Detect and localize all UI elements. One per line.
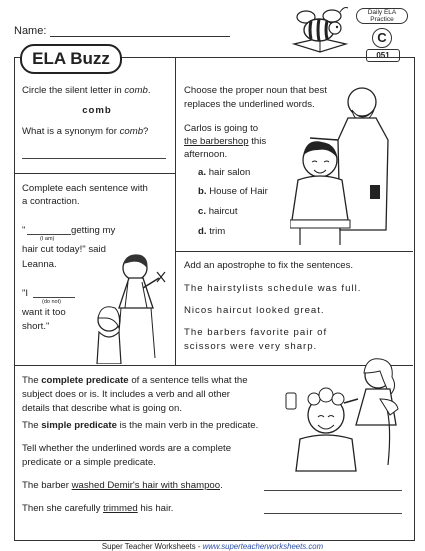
q3-option-d[interactable]: d. trim	[198, 226, 226, 237]
q2-s1-line2: hair cut today!" said	[22, 244, 106, 255]
page-title: ELA Buzz	[20, 44, 122, 74]
q3-option-b[interactable]: b. House of Hair	[198, 186, 268, 197]
q2-prompt-line2: a contraction.	[22, 196, 80, 207]
badge-line1: Daily ELA	[367, 9, 397, 16]
divider-q3	[175, 251, 413, 252]
q3-sentence-line1: Carlos is going to	[184, 123, 259, 134]
bee-mascot-icon	[284, 4, 364, 56]
name-line[interactable]	[50, 36, 230, 37]
q5-paragraph1-line1: The complete predicate of a sentence tells what the	[22, 375, 248, 386]
q2-s1-answer-line[interactable]	[27, 234, 71, 235]
q2-prompt-line1: Complete each sentence with	[22, 183, 148, 194]
badge-number: 051	[366, 49, 400, 62]
q1-word: comb	[82, 105, 112, 116]
q4-sentence1: The hairstylists schedule was full.	[184, 283, 362, 294]
q1-prompt: Circle the silent letter in comb.	[22, 85, 151, 96]
q5-sentence2: Then she carefully trimmed his hair.	[22, 503, 174, 514]
column-divider	[175, 57, 176, 365]
q4-sentence3-line1: The barbers favorite pair of	[184, 327, 328, 338]
barber-with-boy-illustration	[290, 80, 408, 250]
footer-site-link[interactable]: www.superteacherworksheets.com	[202, 542, 324, 551]
footer-brand: Super Teacher Worksheets -	[101, 542, 203, 551]
daily-practice-badge	[356, 8, 408, 24]
q5-paragraph3-line2: predicate or a simple predicate.	[22, 457, 156, 468]
q5-paragraph1-line2: subject does or is. It includes a verb and all other	[22, 389, 230, 400]
stylist-washing-hair-illustration	[280, 355, 410, 473]
q2-s1-after: getting my	[71, 225, 116, 236]
q2-s1-open: "	[22, 225, 26, 236]
q2-s2-open: "I	[22, 288, 29, 299]
q3-sentence-line3: afternoon.	[184, 149, 228, 160]
divider-q1	[14, 173, 175, 174]
q3-prompt-line2: replaces the underlined words.	[184, 99, 315, 110]
q2-s2-line2: want it too	[22, 307, 66, 318]
q3-prompt-line1: Choose the proper noun that best	[184, 85, 327, 96]
q4-sentence3-line2: scissors were very sharp.	[184, 341, 318, 352]
barber-with-girl-illustration	[95, 248, 173, 364]
badge-line2: Practice	[370, 16, 394, 23]
q5-paragraph2: The simple predicate is the main verb in the predicate.	[22, 420, 259, 431]
q4-sentence2: Nicos haircut looked great.	[184, 305, 325, 316]
q5-sentence1: The barber washed Demir's hair with shampoo.	[22, 480, 223, 491]
q3-option-c[interactable]: c. haircut	[198, 206, 238, 217]
q5-paragraph1-line3: details that describe what is going on.	[22, 403, 182, 414]
q3-option-a[interactable]: a. hair salon	[198, 167, 251, 178]
name-label: Name:	[14, 25, 47, 37]
badge-letter: C	[372, 28, 392, 48]
q2-s2-hint: (do not)	[42, 299, 61, 305]
q5-s2-answer-line[interactable]	[264, 513, 402, 514]
q4-prompt: Add an apostrophe to fix the sentences.	[184, 260, 354, 271]
q2-s1-hint: (I am)	[40, 236, 55, 242]
q5-paragraph3-line1: Tell whether the underlined words are a complete	[22, 443, 232, 454]
q2-s1-line3: Leanna.	[22, 259, 57, 270]
q1-question: What is a synonym for comb?	[22, 126, 149, 137]
q1-answer-line[interactable]	[22, 158, 166, 159]
q3-sentence-line2: the barbershop this	[184, 136, 267, 147]
q2-s2-answer-line[interactable]	[33, 297, 75, 298]
q5-s1-answer-line[interactable]	[264, 490, 402, 491]
q2-s2-line3: short."	[22, 321, 50, 332]
